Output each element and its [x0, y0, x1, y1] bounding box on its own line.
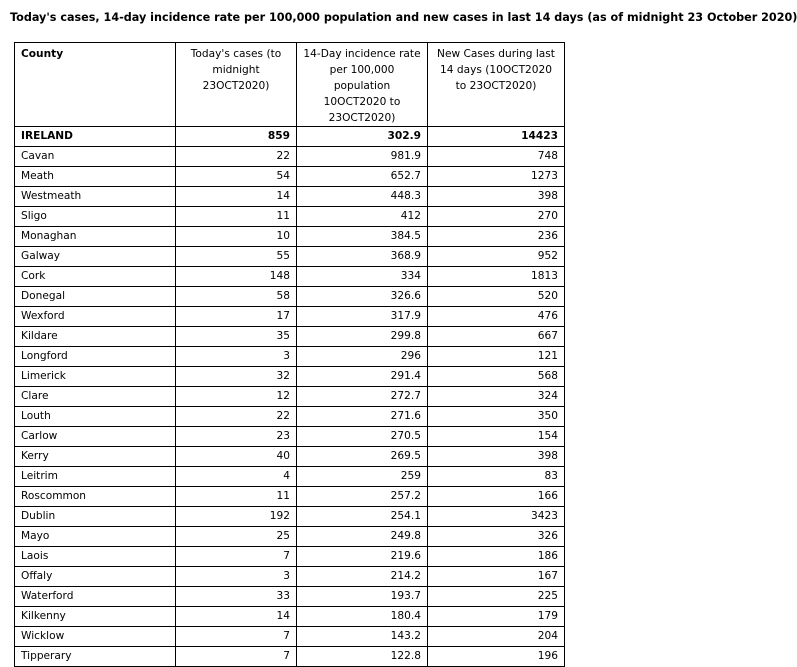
table-row: [15, 347, 565, 367]
cell-new-cases: 186: [428, 547, 565, 567]
cell-todays-cases: 11: [176, 487, 297, 507]
cell-county: Louth: [15, 407, 176, 427]
cell-todays-cases: 7: [176, 627, 297, 647]
header-todays-cases: Today's cases (to midnight 23OCT2020): [176, 43, 297, 127]
cell-county: Dublin: [15, 507, 176, 527]
cell-todays-cases: 22: [176, 407, 297, 427]
header-incidence-rate: 14-Day incidence rate per 100,000 population 10OCT2020 to 23OCT2020): [297, 43, 428, 127]
cell-incidence-rate: 412: [297, 207, 428, 227]
table-row: [15, 387, 565, 407]
cell-todays-cases: 33: [176, 587, 297, 607]
table-row: [15, 487, 565, 507]
cell-new-cases: 270: [428, 207, 565, 227]
cell-incidence-rate: 368.9: [297, 247, 428, 267]
table-row: [15, 327, 565, 347]
cell-incidence-rate: 652.7: [297, 167, 428, 187]
cell-todays-cases: 148: [176, 267, 297, 287]
cell-county: Offaly: [15, 567, 176, 587]
cell-new-cases: 167: [428, 567, 565, 587]
cell-incidence-rate: 299.8: [297, 327, 428, 347]
cell-incidence-rate: 259: [297, 467, 428, 487]
page-title: Today's cases, 14-day incidence rate per 100,000 population and new cases in last 14 days (as of midnight 23 October 2020): [10, 11, 797, 24]
header-new-cases: New Cases during last 14 days (10OCT2020 to 23OCT2020): [428, 43, 565, 127]
cell-new-cases: 196: [428, 647, 565, 667]
cell-todays-cases: 32: [176, 367, 297, 387]
cell-county: IRELAND: [15, 127, 176, 147]
cell-county: Cavan: [15, 147, 176, 167]
cell-todays-cases: 54: [176, 167, 297, 187]
cell-county: Meath: [15, 167, 176, 187]
cell-county: Roscommon: [15, 487, 176, 507]
cell-todays-cases: 7: [176, 647, 297, 667]
cell-incidence-rate: 384.5: [297, 227, 428, 247]
cell-county: Cork: [15, 267, 176, 287]
cell-todays-cases: 25: [176, 527, 297, 547]
cell-incidence-rate: 302.9: [297, 127, 428, 147]
cell-new-cases: 166: [428, 487, 565, 507]
table-row: [15, 587, 565, 607]
cell-incidence-rate: 122.8: [297, 647, 428, 667]
cell-county: Wicklow: [15, 627, 176, 647]
cell-todays-cases: 55: [176, 247, 297, 267]
table-body: [15, 127, 565, 667]
cell-incidence-rate: 254.1: [297, 507, 428, 527]
table-row: [15, 167, 565, 187]
cell-todays-cases: 3: [176, 347, 297, 367]
cell-county: Monaghan: [15, 227, 176, 247]
cell-todays-cases: 17: [176, 307, 297, 327]
cell-todays-cases: 23: [176, 427, 297, 447]
cell-incidence-rate: 193.7: [297, 587, 428, 607]
cell-county: Wexford: [15, 307, 176, 327]
cell-todays-cases: 14: [176, 607, 297, 627]
cell-new-cases: 83: [428, 467, 565, 487]
cell-new-cases: 476: [428, 307, 565, 327]
table-row: [15, 547, 565, 567]
cell-new-cases: 121: [428, 347, 565, 367]
cell-new-cases: 179: [428, 607, 565, 627]
cell-incidence-rate: 270.5: [297, 427, 428, 447]
cell-todays-cases: 35: [176, 327, 297, 347]
table-row: [15, 267, 565, 287]
table-row: [15, 147, 565, 167]
cell-todays-cases: 192: [176, 507, 297, 527]
cell-todays-cases: 859: [176, 127, 297, 147]
cell-new-cases: 952: [428, 247, 565, 267]
cell-county: Laois: [15, 547, 176, 567]
cell-incidence-rate: 291.4: [297, 367, 428, 387]
cell-todays-cases: 40: [176, 447, 297, 467]
table-row: [15, 227, 565, 247]
cell-todays-cases: 12: [176, 387, 297, 407]
cell-incidence-rate: 180.4: [297, 607, 428, 627]
cell-county: Waterford: [15, 587, 176, 607]
cell-incidence-rate: 981.9: [297, 147, 428, 167]
cell-todays-cases: 14: [176, 187, 297, 207]
cell-todays-cases: 11: [176, 207, 297, 227]
cell-new-cases: 14423: [428, 127, 565, 147]
cell-county: Donegal: [15, 287, 176, 307]
cell-todays-cases: 4: [176, 467, 297, 487]
cell-new-cases: 225: [428, 587, 565, 607]
cell-incidence-rate: 219.6: [297, 547, 428, 567]
cell-todays-cases: 10: [176, 227, 297, 247]
cell-new-cases: 520: [428, 287, 565, 307]
cell-incidence-rate: 257.2: [297, 487, 428, 507]
table-row: [15, 407, 565, 427]
table-row-total: [15, 127, 565, 147]
cell-incidence-rate: 269.5: [297, 447, 428, 467]
cell-incidence-rate: 214.2: [297, 567, 428, 587]
cell-county: Clare: [15, 387, 176, 407]
table-header-row: [15, 43, 565, 127]
table-row: [15, 447, 565, 467]
cell-county: Kildare: [15, 327, 176, 347]
cell-new-cases: 568: [428, 367, 565, 387]
cell-new-cases: 1273: [428, 167, 565, 187]
cell-incidence-rate: 271.6: [297, 407, 428, 427]
cell-new-cases: 236: [428, 227, 565, 247]
cell-incidence-rate: 272.7: [297, 387, 428, 407]
table-row: [15, 307, 565, 327]
table-row: [15, 507, 565, 527]
cell-new-cases: 398: [428, 447, 565, 467]
cell-incidence-rate: 317.9: [297, 307, 428, 327]
header-county: County: [15, 43, 176, 127]
cell-incidence-rate: 249.8: [297, 527, 428, 547]
cell-county: Carlow: [15, 427, 176, 447]
table-row: [15, 187, 565, 207]
cell-incidence-rate: 326.6: [297, 287, 428, 307]
cell-county: Galway: [15, 247, 176, 267]
cell-county: Westmeath: [15, 187, 176, 207]
cell-new-cases: 324: [428, 387, 565, 407]
cell-todays-cases: 58: [176, 287, 297, 307]
table-row: [15, 627, 565, 647]
table-row: [15, 647, 565, 667]
table-row: [15, 527, 565, 547]
table-row: [15, 367, 565, 387]
cell-todays-cases: 7: [176, 547, 297, 567]
cell-county: Sligo: [15, 207, 176, 227]
cell-county: Kilkenny: [15, 607, 176, 627]
table-row: [15, 567, 565, 587]
cell-new-cases: 1813: [428, 267, 565, 287]
cell-incidence-rate: 143.2: [297, 627, 428, 647]
cell-county: Longford: [15, 347, 176, 367]
cell-new-cases: 154: [428, 427, 565, 447]
cell-todays-cases: 22: [176, 147, 297, 167]
table-row: [15, 247, 565, 267]
cell-incidence-rate: 448.3: [297, 187, 428, 207]
table-row: [15, 467, 565, 487]
cell-incidence-rate: 296: [297, 347, 428, 367]
cell-new-cases: 667: [428, 327, 565, 347]
cell-todays-cases: 3: [176, 567, 297, 587]
cell-new-cases: 748: [428, 147, 565, 167]
cell-county: Tipperary: [15, 647, 176, 667]
table-row: [15, 427, 565, 447]
cell-county: Limerick: [15, 367, 176, 387]
cell-new-cases: 350: [428, 407, 565, 427]
cell-county: Mayo: [15, 527, 176, 547]
table-row: [15, 607, 565, 627]
cell-new-cases: 204: [428, 627, 565, 647]
cell-new-cases: 398: [428, 187, 565, 207]
cell-new-cases: 326: [428, 527, 565, 547]
cell-county: Leitrim: [15, 467, 176, 487]
table-row: [15, 207, 565, 227]
county-cases-table: [14, 42, 565, 667]
table-row: [15, 287, 565, 307]
cell-incidence-rate: 334: [297, 267, 428, 287]
cell-new-cases: 3423: [428, 507, 565, 527]
cell-county: Kerry: [15, 447, 176, 467]
